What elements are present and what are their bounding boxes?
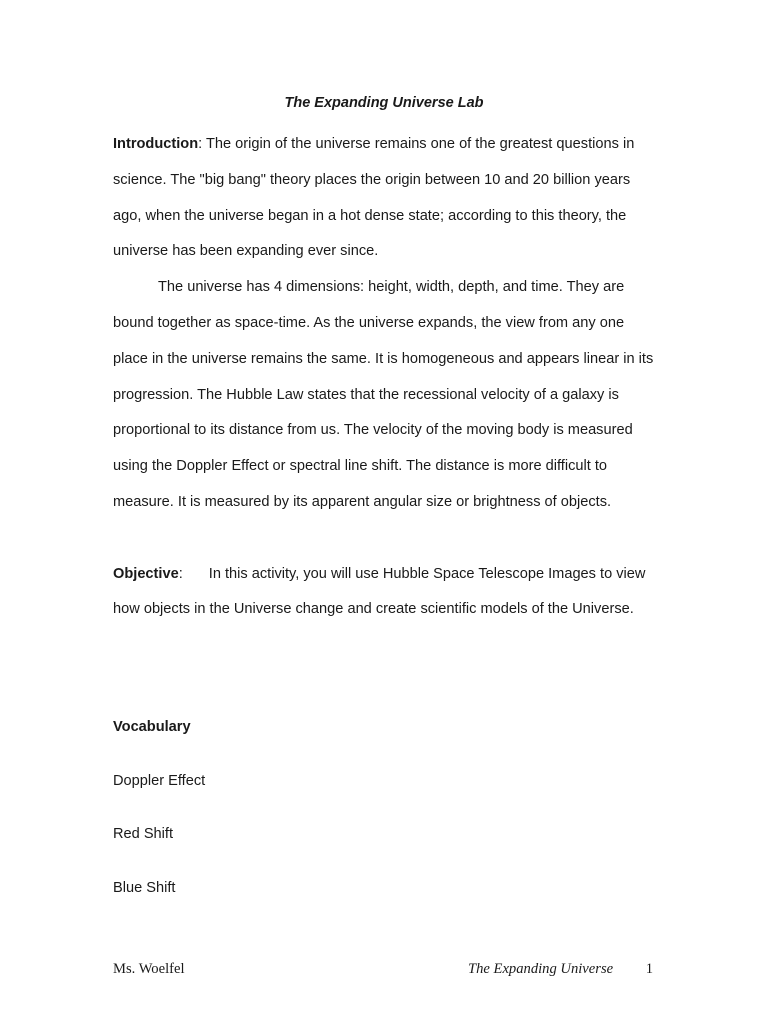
- footer-author: Ms. Woelfel: [113, 961, 185, 977]
- footer-page-number: 1: [645, 961, 653, 977]
- page-title: The Expanding Universe Lab: [284, 95, 484, 111]
- page-footer: [113, 958, 658, 980]
- introduction-label: Introduction: [113, 136, 199, 152]
- introduction-paragraph: [113, 127, 658, 270]
- introduction-text: : The origin of the universe remains one of the greatest questions in science. The "big bang" theory places the origin between 10 and 20 billion years ago, when the universe began in a hot dense state; according to this theory, the universe has been expanding ever since.: [113, 136, 635, 260]
- vocabulary-term: Red Shift: [113, 826, 174, 842]
- document-body: [113, 127, 658, 628]
- universe-dimensions-paragraph: The universe has 4 dimensions: height, width, depth, and time. They are bound together as space-time. As the universe expands, the view from any one place in the universe remains the same. It is homogeneous and appears linear in its progression. The Hubble Law states that the recessional velocity of a galaxy is proportional to its distance from us. The velocity of the moving body is measured using the Doppler Effect or spectral line shift. The distance is more difficult to measure. It is measured by its apparent angular size or brightness of objects.: [113, 279, 654, 510]
- vocabulary-section: [113, 716, 658, 896]
- paragraph-spacer: [113, 521, 658, 557]
- objective-label: Objective: [113, 565, 179, 582]
- vocabulary-heading: Vocabulary: [113, 719, 191, 735]
- footer-document-title: The Expanding Universe: [468, 961, 614, 977]
- objective-paragraph: [113, 557, 658, 629]
- objective-colon: :: [178, 565, 183, 582]
- vocabulary-term: Blue Shift: [113, 880, 176, 896]
- vocabulary-term: Doppler Effect: [113, 773, 206, 789]
- objective-text: In this activity, you will use Hubble Space Telescope Images to view how objects in the Universe change and create scientific models of the Universe.: [113, 565, 646, 618]
